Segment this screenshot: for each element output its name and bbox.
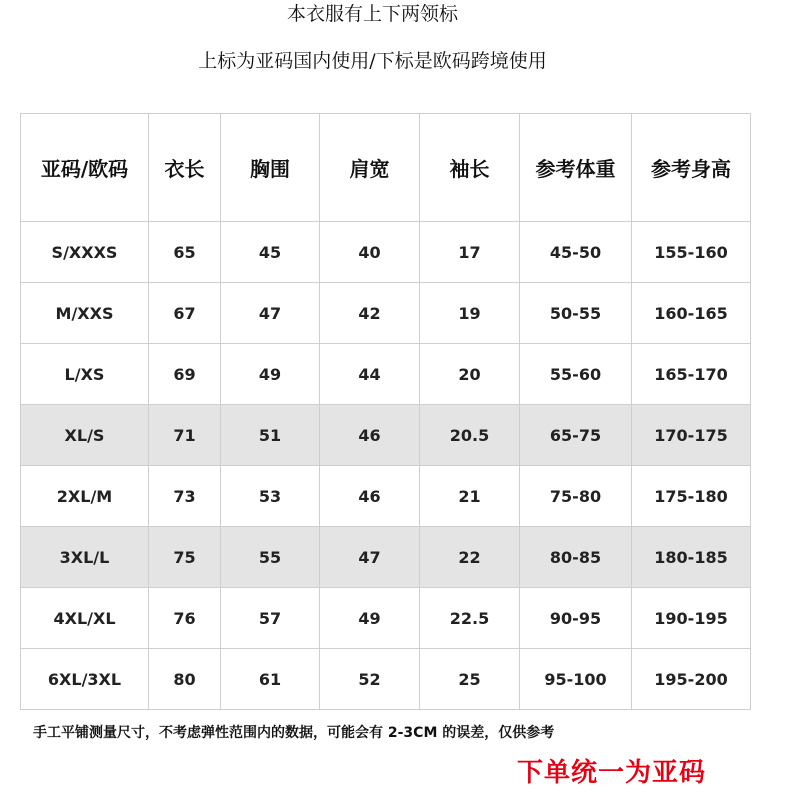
table-cell: 80-85 — [520, 527, 632, 588]
table-cell: 76 — [149, 588, 221, 649]
table-cell: 45-50 — [520, 222, 632, 283]
table-cell: S/XXXS — [21, 222, 149, 283]
table-cell: 75-80 — [520, 466, 632, 527]
table-cell: 45 — [221, 222, 320, 283]
table-cell: 6XL/3XL — [21, 649, 149, 710]
table-row — [21, 405, 751, 466]
table-cell: 57 — [221, 588, 320, 649]
column-header-length: 衣长 — [149, 114, 221, 222]
column-header-chest: 胸围 — [221, 114, 320, 222]
table-row — [21, 222, 751, 283]
table-cell: 55 — [221, 527, 320, 588]
table-cell: 67 — [149, 283, 221, 344]
table-cell: 95-100 — [520, 649, 632, 710]
table-cell: 170-175 — [632, 405, 751, 466]
table-cell: 195-200 — [632, 649, 751, 710]
table-row — [21, 527, 751, 588]
table-cell: 65 — [149, 222, 221, 283]
table-cell: 22 — [420, 527, 520, 588]
table-row — [21, 588, 751, 649]
table-cell: 65-75 — [520, 405, 632, 466]
table-cell: 20 — [420, 344, 520, 405]
table-cell: 4XL/XL — [21, 588, 149, 649]
column-header-shoulder: 肩宽 — [320, 114, 420, 222]
table-cell: 17 — [420, 222, 520, 283]
table-row — [21, 466, 751, 527]
table-cell: 20.5 — [420, 405, 520, 466]
table-cell: 69 — [149, 344, 221, 405]
table-cell: 53 — [221, 466, 320, 527]
table-cell: 49 — [221, 344, 320, 405]
table-cell: 19 — [420, 283, 520, 344]
table-cell: 3XL/L — [21, 527, 149, 588]
table-cell: 46 — [320, 466, 420, 527]
column-header-weight: 参考体重 — [520, 114, 632, 222]
table-cell: 80 — [149, 649, 221, 710]
table-row — [21, 344, 751, 405]
table-row — [21, 649, 751, 710]
table-cell: 71 — [149, 405, 221, 466]
table-cell: 190-195 — [632, 588, 751, 649]
table-cell: 175-180 — [632, 466, 751, 527]
order-size-note: 下单统一为亚码 — [517, 758, 707, 788]
table-cell: 75 — [149, 527, 221, 588]
table-cell: 180-185 — [632, 527, 751, 588]
table-cell: 21 — [420, 466, 520, 527]
table-cell: XL/S — [21, 405, 149, 466]
column-header-sleeve: 袖长 — [420, 114, 520, 222]
size-chart-table — [20, 113, 751, 710]
table-cell: 165-170 — [632, 344, 751, 405]
table-cell: 2XL/M — [21, 466, 149, 527]
table-cell: 44 — [320, 344, 420, 405]
table-cell: 155-160 — [632, 222, 751, 283]
table-cell: 25 — [420, 649, 520, 710]
table-cell: 46 — [320, 405, 420, 466]
table-cell: 51 — [221, 405, 320, 466]
measurement-note: 手工平铺测量尺寸，不考虑弹性范围内的数据，可能会有 2-3CM 的误差，仅供参考 — [33, 725, 555, 741]
table-cell: 61 — [221, 649, 320, 710]
table-cell: 55-60 — [520, 344, 632, 405]
header-line-2: 上标为亚码国内使用/下标是欧码跨境使用 — [198, 50, 547, 72]
table-row — [21, 283, 751, 344]
table-cell: 160-165 — [632, 283, 751, 344]
table-cell: 22.5 — [420, 588, 520, 649]
table-cell: 52 — [320, 649, 420, 710]
table-cell: L/XS — [21, 344, 149, 405]
table-cell: 73 — [149, 466, 221, 527]
column-header-height: 参考身高 — [632, 114, 751, 222]
table-cell: 49 — [320, 588, 420, 649]
table-cell: M/XXS — [21, 283, 149, 344]
header-line-1: 本衣服有上下两领标 — [286, 3, 458, 25]
column-header-size: 亚码/欧码 — [21, 114, 149, 222]
table-header-row — [21, 114, 751, 222]
table-cell: 42 — [320, 283, 420, 344]
table-cell: 40 — [320, 222, 420, 283]
table-cell: 47 — [320, 527, 420, 588]
table-cell: 47 — [221, 283, 320, 344]
table-cell: 90-95 — [520, 588, 632, 649]
table-cell: 50-55 — [520, 283, 632, 344]
